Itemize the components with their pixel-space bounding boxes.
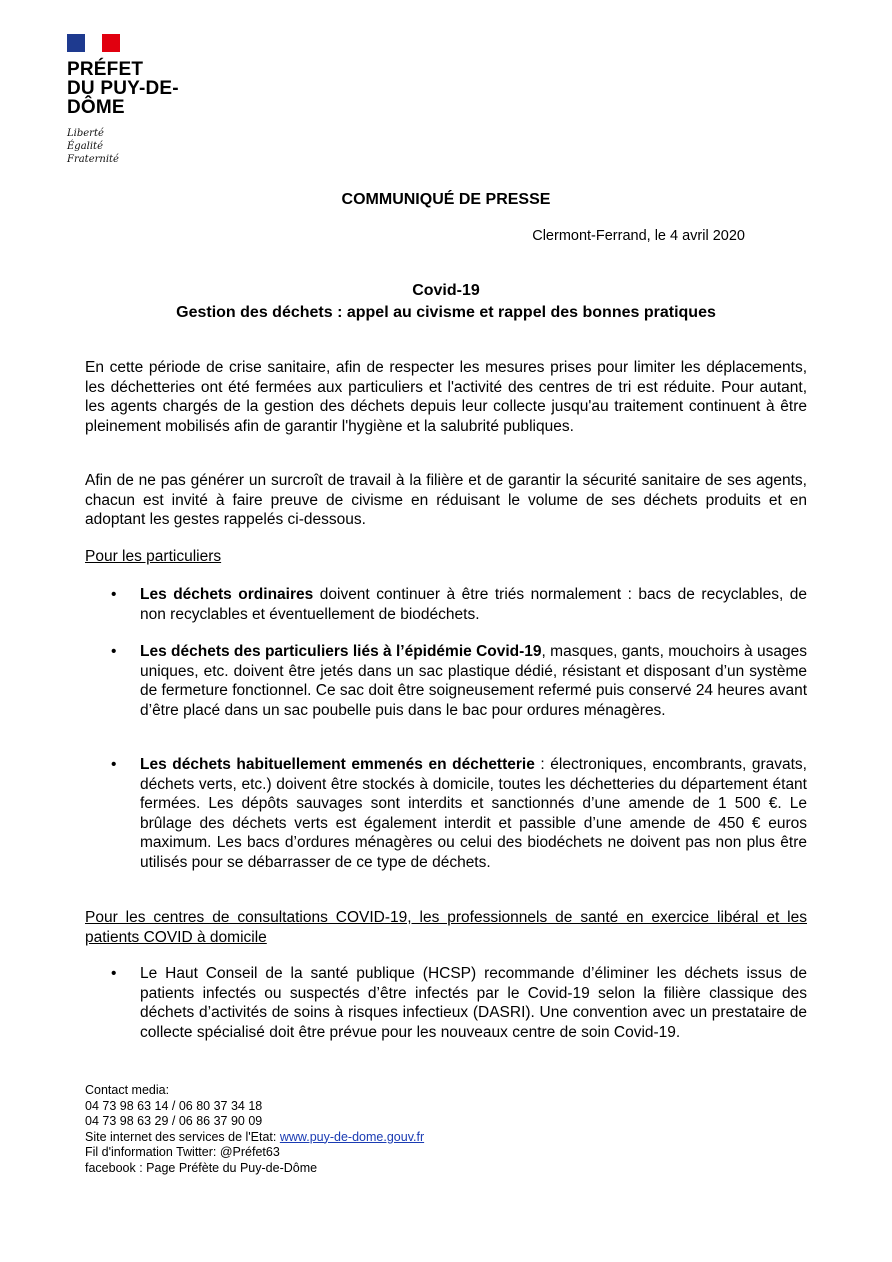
item-bold: Les déchets ordinaires (140, 586, 314, 603)
list-item (85, 755, 807, 872)
site-link[interactable]: www.puy-de-dome.gouv.fr (279, 1129, 425, 1144)
list-item (85, 585, 807, 624)
french-flag-icon (67, 34, 120, 52)
contact-twitter: Fil d'information Twitter: @Préfet63 (85, 1145, 280, 1159)
item-text: , masques, gants, mouchoirs à usages uniques, etc. doivent être jetés dans un sac plastique dédié, résistant et disposant d’un système de fermeture fonctionnel. Ce sac doit être soigneusement refermé puis conservé 24 heures avant d’être placé dans un sac poubelle puis dans le bac pour ordures ménagères. (140, 643, 807, 719)
item-text: : électroniques, encombrants, gravats, déchets verts, etc.) doivent être stockés à domicile, toutes les déchetteries du département étant fermées. Les dépôts sauvages sont interdits et sanctionnés d’une amende de 1 500 €. Le brûlage des déchets verts est également interdit et passible d’une amende de 450 € euros maximum. Les bacs d’ordures ménagères ou celui des biodéchets ne doivent pas non plus être utilisés pour se débarrasser de ce type de déchets. (140, 756, 807, 871)
contact-phone-1: 04 73 98 63 14 / 06 80 37 34 18 (85, 1098, 263, 1113)
document-title: COMMUNIQUÉ DE PRESSE (341, 191, 551, 208)
item-bold: Les déchets des particuliers liés à l’épidémie Covid-19 (140, 643, 542, 660)
bullet-icon: • (111, 643, 117, 660)
contact-label: Contact media: (85, 1083, 170, 1097)
intro-paragraph-1: En cette période de crise sanitaire, afin de respecter les mesures prises pour limiter les déplacements, les déchetteries ont été fermées aux particuliers et l'activité des centres de tri est réduite. Pour autant, les agents chargés de la gestion des déchets depuis leur collecte jusqu'au traitement continuent à être pleinement mobilisés afin de garantir l'hygiène et la salubrité publiques. (85, 359, 807, 435)
subject-line-2: Gestion des déchets : appel au civisme et rappel des bonnes pratiques (176, 304, 716, 321)
prefecture-logo (67, 34, 207, 166)
contact-facebook: facebook : Page Préfète du Puy-de-Dôme (85, 1160, 318, 1175)
section-heading-centres: Pour les centres de consultations COVID-19, les professionnels de santé en exercice libéral et les patients COVID à domicile (85, 909, 807, 946)
item-bold: Les déchets habituellement emmenés en déchetterie (140, 756, 535, 773)
intro-paragraph-2: Afin de ne pas générer un surcroît de travail à la filière et de garantir la sécurité sanitaire de ses agents, chacun est invité à faire preuve de civisme en réduisant le volume de ses déchets produits et en adoptant les gestes rappelés ci-dessous. (85, 472, 807, 528)
motto (67, 127, 207, 166)
contact-phone-2: 04 73 98 63 29 / 06 86 37 90 09 (85, 1114, 263, 1128)
section-heading-particuliers: Pour les particuliers (85, 548, 222, 565)
subject-line-1: Covid-19 (412, 282, 480, 299)
item-text: Le Haut Conseil de la santé publique (HCSP) recommande d’éliminer les déchets issus de patients infectés ou suspectés d’être infectés par le Covid-19 selon la filière classique des déchets d’activités de soins à risques infectieux (DASRI). Une convention avec un prestataire de collecte spécialisé doit être prévue pour les nouveaux centre de soin Covid-19. (140, 965, 807, 1041)
bullet-icon: • (111, 965, 117, 982)
motto-fraternite: Fraternité (67, 154, 119, 165)
logo-text: PRÉFET DU PUY-DE- DÔME (67, 59, 179, 118)
contact-block (85, 1083, 424, 1176)
site-label: Site internet des services de l'Etat: (85, 1129, 280, 1144)
motto-egalite: Égalité (67, 141, 103, 152)
item-text: doivent continuer à être triés normalement : bacs de recyclables, de non recyclables et éventuellement de biodéchets. (140, 586, 807, 623)
bullet-icon: • (111, 756, 117, 773)
list-item (85, 642, 807, 720)
list-item (85, 964, 807, 1042)
bullet-icon: • (111, 586, 117, 603)
contact-site (85, 1130, 424, 1146)
subject (0, 280, 892, 324)
document-date: Clermont-Ferrand, le 4 avril 2020 (532, 228, 745, 244)
motto-liberte: Liberté (67, 128, 104, 139)
